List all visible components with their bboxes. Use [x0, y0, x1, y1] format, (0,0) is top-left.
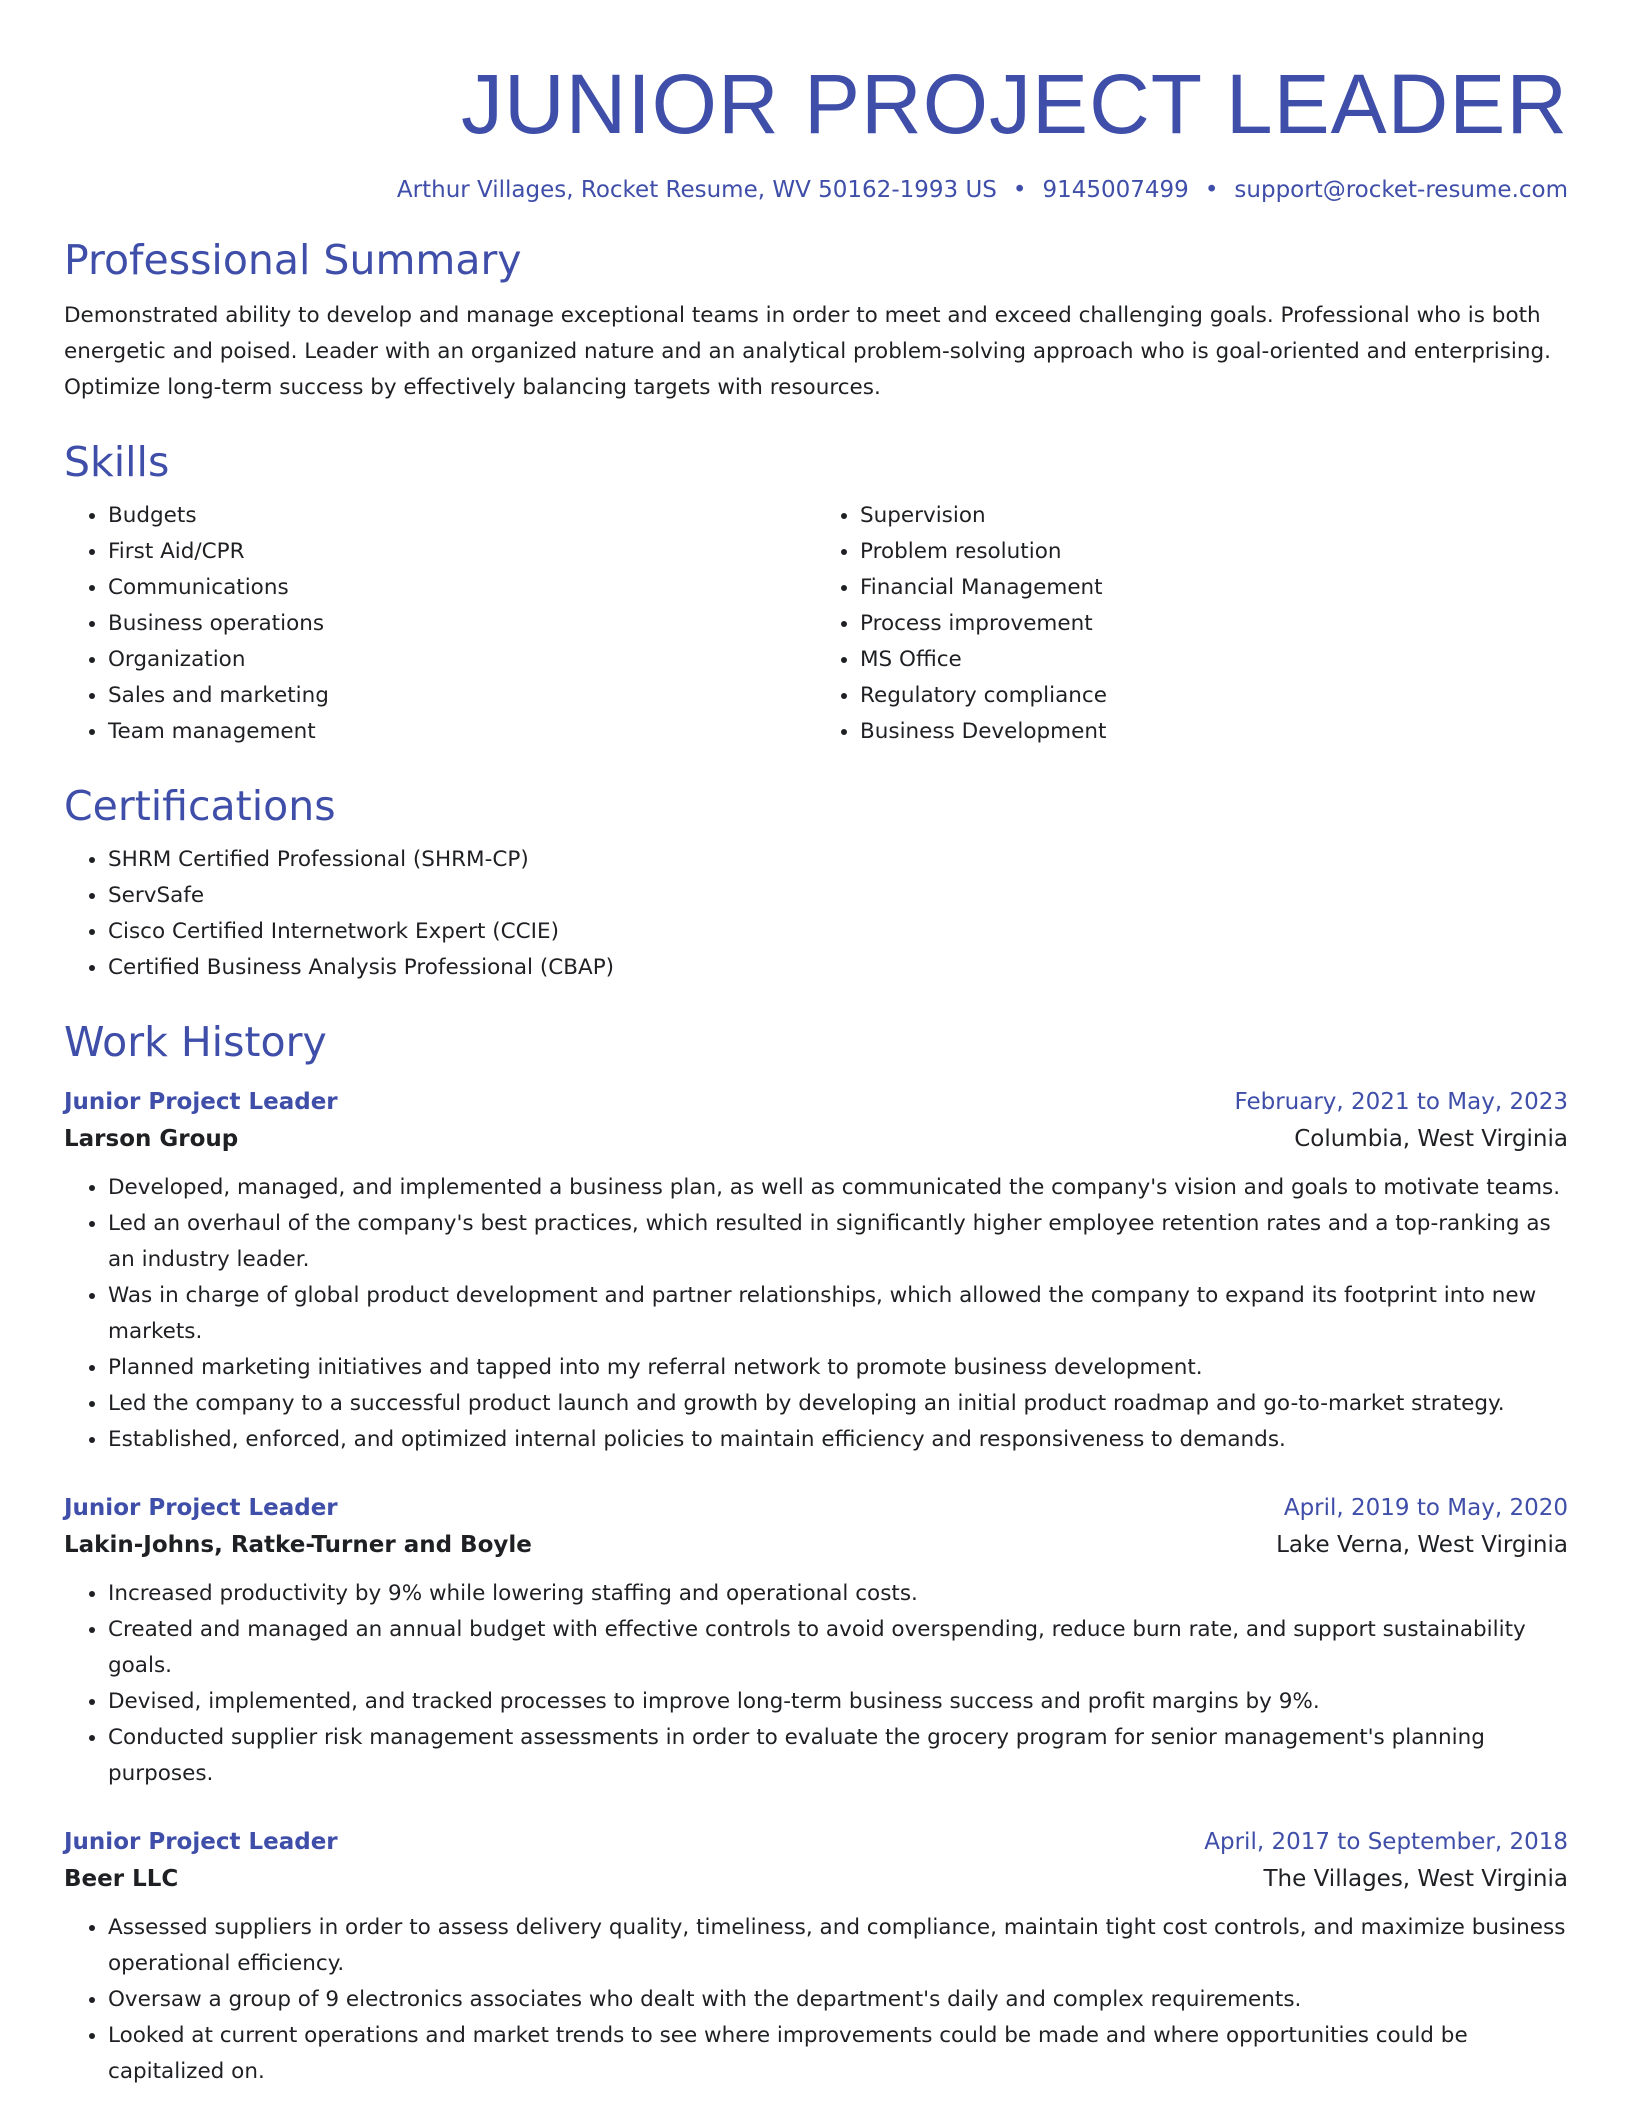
- job-bullet: • Established, enforced, and optimized internal policies to maintain efficiency and responsiveness to demands.: [108, 1422, 1568, 1458]
- skill-item: • Sales and marketing: [108, 678, 816, 714]
- resume-page: [64, 0, 1568, 2090]
- skills-columns: [64, 498, 1568, 750]
- skills-heading: Skills: [64, 438, 170, 486]
- job-company-row: [64, 1120, 1568, 1158]
- job-header-row: [64, 1824, 1568, 1860]
- job-entry: [64, 1824, 1568, 2090]
- skill-item: • MS Office: [860, 642, 1568, 678]
- summary-heading: Professional Summary: [64, 236, 522, 284]
- job-company-row: [64, 1526, 1568, 1564]
- job-bullet: • Was in charge of global product development and partner relationships, which allowed the company to expand its footprint into new markets.: [108, 1278, 1568, 1350]
- certification-item: • ServSafe: [108, 878, 1568, 914]
- skill-item: • Regulatory compliance: [860, 678, 1568, 714]
- job-bullet: • Devised, implemented, and tracked processes to improve long-term business success and profit margins by 9%.: [108, 1684, 1568, 1720]
- job-title: Junior Project Leader: [64, 1089, 338, 1115]
- skill-item: • Problem resolution: [860, 534, 1568, 570]
- job-company-row: [64, 1860, 1568, 1898]
- skill-item: • Communications: [108, 570, 816, 606]
- skill-item: • Financial Management: [860, 570, 1568, 606]
- contact-phone: 9145007499: [1042, 177, 1189, 203]
- work-history-heading: Work History: [64, 1018, 327, 1066]
- certification-item: • Certified Business Analysis Professional (CBAP): [108, 950, 1568, 986]
- job-dates: April, 2017 to September, 2018: [1204, 1829, 1568, 1855]
- job-title: Junior Project Leader: [64, 1495, 338, 1521]
- job-title: Junior Project Leader: [64, 1829, 338, 1855]
- certification-item: • Cisco Certified Internetwork Expert (CCIE): [108, 914, 1568, 950]
- job-header-row: [64, 1084, 1568, 1120]
- job-bullet: • Developed, managed, and implemented a business plan, as well as communicated the company's vision and goals to motivate teams.: [108, 1170, 1568, 1206]
- job-bullet: • Looked at current operations and market trends to see where improvements could be made and where opportunities could be capitalized on.: [108, 2018, 1568, 2090]
- job-header-row: [64, 1490, 1568, 1526]
- job-entry: [64, 1084, 1568, 1458]
- job-company: Lakin-Johns, Ratke-Turner and Boyle: [64, 1532, 532, 1558]
- certifications-list: [64, 842, 1568, 986]
- job-bullet: • Led the company to a successful product launch and growth by developing an initial product roadmap and go-to-market strategy.: [108, 1386, 1568, 1422]
- skill-item: • Supervision: [860, 498, 1568, 534]
- job-bullet: • Increased productivity by 9% while lowering staffing and operational costs.: [108, 1576, 1568, 1612]
- job-bullet: • Created and managed an annual budget with effective controls to avoid overspending, reduce burn rate, and support sustainability goals.: [108, 1612, 1568, 1684]
- contact-separator: •: [1204, 177, 1219, 203]
- skill-item: • First Aid/CPR: [108, 534, 816, 570]
- job-dates: February, 2021 to May, 2023: [1234, 1089, 1568, 1115]
- job-bullet: • Conducted supplier risk management assessments in order to evaluate the grocery program for senior management's planning purposes.: [108, 1720, 1568, 1792]
- job-company: Larson Group: [64, 1126, 239, 1152]
- job-bullet: • Planned marketing initiatives and tapped into my referral network to promote business development.: [108, 1350, 1568, 1386]
- certification-item: • SHRM Certified Professional (SHRM-CP): [108, 842, 1568, 878]
- job-location: The Villages, West Virginia: [1263, 1866, 1568, 1892]
- contact-separator: •: [1012, 177, 1027, 203]
- skill-item: • Organization: [108, 642, 816, 678]
- contact-line: [64, 174, 1568, 206]
- job-bullets: [64, 1576, 1568, 1792]
- skills-list-left: [64, 498, 816, 750]
- skill-item: • Budgets: [108, 498, 816, 534]
- job-location: Lake Verna, West Virginia: [1276, 1532, 1568, 1558]
- contact-email[interactable]: support@rocket-resume.com: [1234, 177, 1568, 203]
- job-bullets: [64, 1170, 1568, 1458]
- skill-item: • Process improvement: [860, 606, 1568, 642]
- certifications-heading: Certifications: [64, 782, 336, 830]
- resume-name-title: JUNIOR PROJECT LEADER: [461, 57, 1568, 151]
- skill-item: • Team management: [108, 714, 816, 750]
- job-dates: April, 2019 to May, 2020: [1283, 1495, 1568, 1521]
- job-bullet: • Assessed suppliers in order to assess delivery quality, timeliness, and compliance, maintain tight cost controls, and maximize business operational efficiency.: [108, 1910, 1568, 1982]
- job-bullet: • Led an overhaul of the company's best practices, which resulted in significantly higher employee retention rates and a top-ranking as an industry leader.: [108, 1206, 1568, 1278]
- contact-address: Arthur Villages, Rocket Resume, WV 50162-1993 US: [396, 177, 997, 203]
- skills-list-right: [816, 498, 1568, 750]
- job-bullet: • Oversaw a group of 9 electronics associates who dealt with the department's daily and complex requirements.: [108, 1982, 1568, 2018]
- job-location: Columbia, West Virginia: [1294, 1126, 1568, 1152]
- skill-item: • Business Development: [860, 714, 1568, 750]
- summary-text: Demonstrated ability to develop and manage exceptional teams in order to meet and exceed challenging goals. Professional who is both energetic and poised. Leader with an organized nature and an analytical problem-solving approach who is goal-oriented and enterprising. Optimize long-term success by effectively balancing targets with resources.: [64, 303, 1551, 400]
- job-bullets: [64, 1910, 1568, 2090]
- job-entry: [64, 1490, 1568, 1792]
- job-company: Beer LLC: [64, 1866, 179, 1892]
- skill-item: • Business operations: [108, 606, 816, 642]
